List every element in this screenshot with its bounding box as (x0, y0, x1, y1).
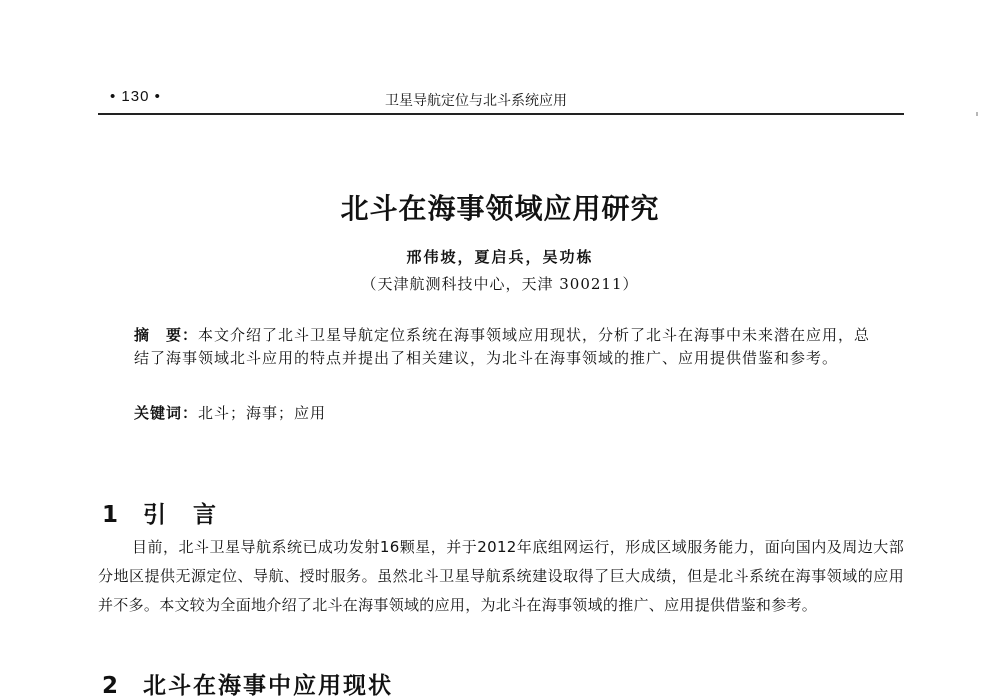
scan-speck (976, 112, 978, 116)
section-title: 北斗在海事中应用现状 (143, 673, 393, 700)
section-number: 1 (102, 502, 121, 529)
section-title: 引 言 (143, 502, 218, 529)
article-title: 北斗在海事领域应用研究 (340, 191, 660, 225)
running-title: 卫星导航定位与北斗系统应用 (385, 93, 567, 109)
section-number: 2 (102, 673, 121, 700)
abstract (134, 324, 878, 370)
abstract-text: 本文介绍了北斗卫星导航定位系统在海事领域应用现状，分析了北斗在海事中未来潜在应用，总结了海事领域北斗应用的特点并提出了相关建议，为北斗在海事领域的推广、应用提供借鉴和参考。 (134, 326, 871, 367)
abstract-label: 摘 要： (134, 326, 199, 344)
section-heading-status (102, 667, 393, 700)
keywords (134, 402, 878, 423)
author-list: 邢伟坡，夏启兵，吴功栋 (406, 248, 594, 266)
introduction-paragraph: 目前，北斗卫星导航系统已成功发射16颗星，并于2012年底组网运行，形成区域服务能力，面向国内及周边大部分地区提供无源定位、导航、授时服务。虽然北斗卫星导航系统建设取得了巨大成绩，但是北斗系统在海事领域的应用并不多。本文较为全面地介绍了北斗在海事领域的应用，为北斗在海事领域的推广、应用提供借鉴和参考。 (98, 538, 904, 614)
section-heading-introduction (102, 496, 218, 529)
running-header (98, 86, 904, 112)
keywords-text: 北斗；海事；应用 (198, 404, 327, 422)
author-affiliation: （天津航测科技中心，天津 300211） (361, 275, 639, 293)
keywords-label: 关键词： (134, 404, 199, 422)
header-rule (98, 113, 904, 115)
page-number: • 130 • (110, 88, 161, 105)
